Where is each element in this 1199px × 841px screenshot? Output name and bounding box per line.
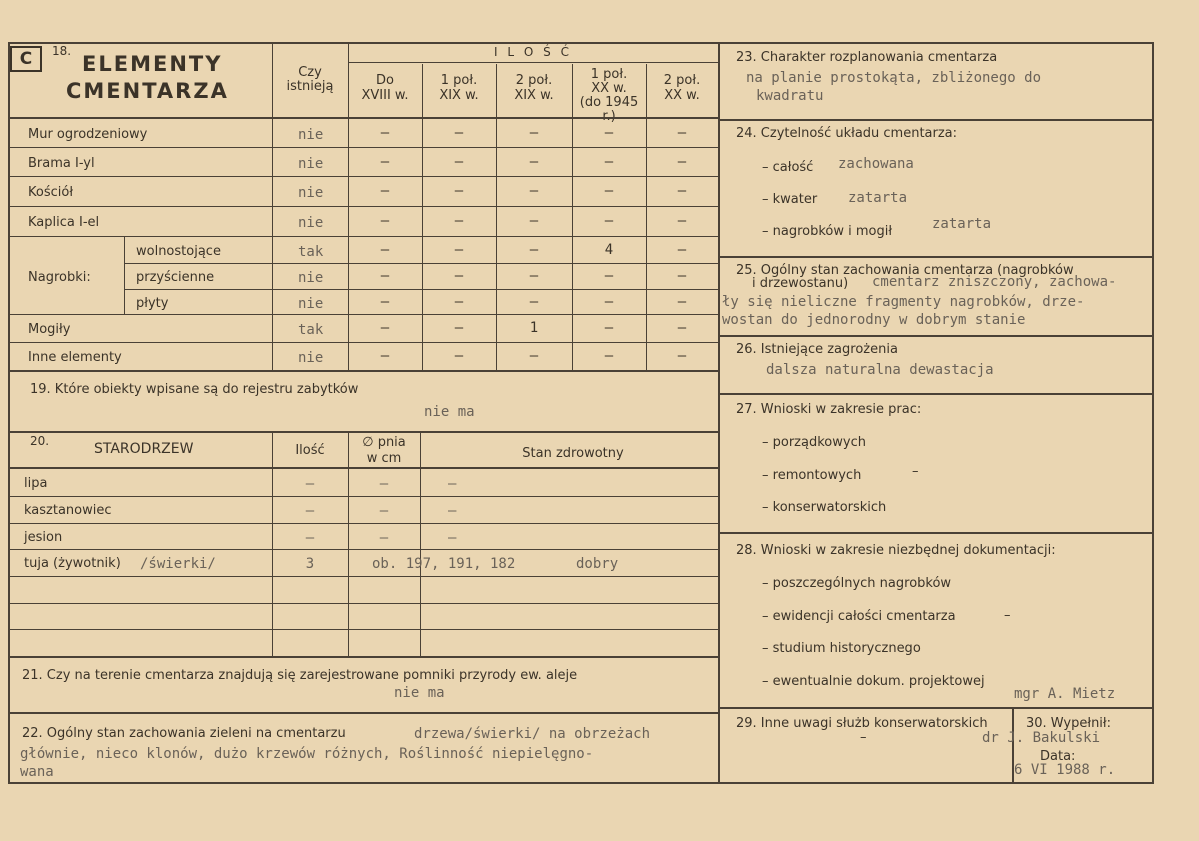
s18-col-header-4-l2: XX w. [664, 88, 700, 103]
s22-value-1: drzewa/świerki/ na obrzeżach [414, 726, 651, 742]
s18-czy-1: Czy [298, 65, 322, 80]
s20-number: 20. [30, 434, 50, 448]
s18-cell: – [454, 348, 464, 364]
s18-cell: – [604, 213, 614, 229]
s18-cell: – [677, 241, 687, 258]
s18-cell: – [604, 293, 614, 310]
s18-cell: – [454, 268, 464, 284]
s18-ilosc-header: I L O Ś Ć [494, 45, 572, 59]
s20-row-ilosc: – [305, 530, 315, 546]
s20-title: STARODRZEW [94, 441, 194, 457]
s28-signature: mgr A. Mietz [1014, 686, 1116, 702]
s23-value-1: na planie prostokąta, zbliżonego do [746, 70, 1042, 86]
s18-cell: – [529, 213, 539, 229]
s28-label: 28. Wnioski w zakresie niezbędnej dokumentacji: [736, 543, 1056, 558]
s19-value: nie ma [424, 404, 475, 420]
s18-cell: – [380, 125, 390, 141]
s24-value-calosc: zachowana [838, 156, 914, 172]
s26-value: dalsza naturalna dewastacja [766, 362, 994, 378]
s18-cell: – [454, 153, 464, 170]
s18-cell: – [380, 213, 390, 229]
s20-stan: Stan zdrowotny [522, 446, 624, 461]
s20-row-ilosc: 3 [305, 556, 315, 572]
s18-row-value: nie [298, 350, 324, 366]
s18-row-label: wolnostojące [136, 243, 221, 259]
s18-cell: – [529, 268, 539, 284]
s26-label: 26. Istniejące zagrożenia [736, 342, 898, 357]
s18-cell: – [454, 241, 464, 258]
s23-label: 23. Charakter rozplanowania cmentarza [736, 50, 998, 65]
s24-label: 24. Czytelność układu cmentarza: [736, 126, 958, 141]
s18-row-label: Brama I-yl [28, 155, 95, 171]
s27-remont-value: – [912, 464, 919, 479]
s30-label: 30. Wypełnił: [1026, 716, 1111, 731]
s20-row-pien: – [379, 476, 389, 492]
s24-value-kwater: zatarta [848, 190, 908, 206]
s18-row-label: Kaplica I-el [28, 215, 100, 230]
s30-date: 6 VI 1988 r. [1014, 762, 1116, 778]
s18-number: 18. [52, 44, 72, 58]
s18-cell: – [677, 213, 687, 229]
s18-cell: – [677, 268, 687, 284]
s24-value-nagrobki: zatarta [932, 216, 992, 232]
s25-label-2: i drzewostanu) [752, 276, 849, 291]
s28-ewid-value: – [1004, 608, 1011, 623]
s18-cell: – [529, 183, 539, 199]
s18-title-1: ELEMENTY [82, 52, 223, 76]
s18-cell: – [529, 348, 539, 364]
s22-value-2: głównie, nieco klonów, dużo krzewów różnych, Roślinność niepielęgno- [20, 746, 594, 762]
s18-col-header-4-l1: 2 poł. [663, 73, 701, 88]
s18-cell: – [604, 153, 614, 170]
s18-col-header-1-l1: 1 poł. [440, 73, 478, 88]
s20-row-extra: /świerki/ [140, 556, 216, 572]
s18-cell: – [529, 153, 539, 170]
s20-row-label: lipa [24, 476, 48, 491]
s21-value: nie ma [394, 685, 445, 701]
frame-left [8, 42, 10, 784]
s18-czy-2: istnieją [286, 79, 334, 94]
s18-cell: – [380, 241, 390, 258]
s21-label: 21. Czy na terenie cmentarza znajdują się zarejestrowane pomniki przyrody ew. aleje [22, 668, 578, 683]
s27-item-porzadkowych: – porządkowych [762, 435, 866, 450]
s18-col-header-3-l3: (do 1945 [579, 95, 639, 110]
s18-cell: – [604, 183, 614, 199]
section-letter: C [10, 46, 42, 72]
s18-row-label: Mur ogrodzeniowy [28, 127, 148, 142]
s18-cell: – [604, 125, 614, 141]
s18-cell: – [454, 213, 464, 229]
s18-row-value: nie [298, 185, 324, 201]
s25-value-0: cmentarz zniszczony, zachowa- [872, 274, 1117, 290]
s24-item-nagrobki: – nagrobków i mogił [762, 224, 893, 239]
s18-cell: – [677, 320, 687, 336]
s19-label: 19. Które obiekty wpisane są do rejestru zabytków [30, 382, 359, 397]
s20-row-pien: – [379, 503, 389, 519]
s18-col-header-0-l1: Do [376, 73, 394, 88]
s18-cell: – [677, 153, 687, 170]
s30-name: dr J. Bakulski [982, 730, 1101, 746]
s24-item-calosc: – całość [762, 160, 814, 175]
s18-cell: – [380, 183, 390, 199]
frame-top [8, 42, 1154, 44]
s18-col-header-1-l2: XIX w. [439, 88, 479, 103]
s18-cell: – [454, 293, 464, 310]
s25-value-1: ły się nieliczne fragmenty nagrobków, drze- [722, 294, 1085, 310]
s30-date-label: Data: [1040, 749, 1076, 764]
s20-row-label: jesion [24, 530, 63, 545]
s18-row-value: tak [298, 322, 324, 338]
s18-row-value: nie [298, 295, 324, 312]
s18-row-value: nie [298, 215, 324, 231]
s18-col-header-3-l1: 1 poł. [590, 67, 628, 82]
s18-cell: – [380, 268, 390, 284]
s29-label: 29. Inne uwagi służb konserwatorskich [736, 716, 988, 731]
s18-row-value: nie [298, 155, 324, 172]
s25-label-1: 25. Ogólny stan zachowania cmentarza (nagrobków [736, 263, 1074, 278]
s18-cell: – [604, 348, 614, 364]
s18-cell: – [454, 125, 464, 141]
s18-row-label: przyścienne [136, 270, 215, 285]
s18-cell: 4 [604, 241, 614, 258]
s20-row-label: kasztanowiec [24, 503, 112, 518]
s20-pien-1: ∅ pnia [362, 435, 406, 450]
s28-item-dokum: – ewentualnie dokum. projektowej [762, 674, 985, 689]
s20-row-stan: – [448, 476, 457, 492]
frame-bottom [8, 782, 1154, 784]
s20-ilosc: Ilość [295, 443, 325, 458]
s18-cell: 1 [529, 320, 539, 336]
s23-value-2: kwadratu [756, 88, 824, 104]
s18-row-label: Kościół [28, 185, 74, 200]
column-divider [718, 42, 720, 784]
s18-col-header-2-l2: XIX w. [514, 88, 554, 103]
s27-label: 27. Wnioski w zakresie prac: [736, 402, 922, 417]
s18-cell: – [380, 153, 390, 170]
s18-row-value: nie [298, 270, 324, 286]
s18-cell: – [380, 320, 390, 336]
s20-row-pien: ob. 197, 191, 182 [372, 556, 516, 572]
s22-value-3: wana [20, 764, 54, 778]
s18-row-value: nie [298, 127, 324, 143]
s20-row-stan: – [448, 530, 457, 546]
s18-title-2: CMENTARZA [66, 79, 229, 103]
s20-row-stan: dobry [576, 556, 619, 572]
s18-cell: – [604, 320, 614, 336]
s18-row-value: tak [298, 243, 324, 260]
s24-item-kwater: – kwater [762, 192, 818, 207]
s27-item-remontowych: – remontowych [762, 468, 862, 483]
s20-row-ilosc: – [305, 476, 315, 492]
frame-right [1152, 42, 1154, 784]
s18-cell: – [529, 241, 539, 258]
s28-item-nagrobkow: – poszczególnych nagrobków [762, 576, 952, 591]
s18-cell: – [529, 293, 539, 310]
nagrobki-label: Nagrobki: [28, 270, 91, 285]
s18-col-header-3-l2: XX w. [591, 81, 627, 96]
s18-cell: – [677, 293, 687, 310]
s18-col-header-0-l2: XVIII w. [361, 88, 409, 103]
s18-cell: – [380, 348, 390, 364]
s27-item-konserwatorskich: – konserwatorskich [762, 500, 887, 515]
s18-row-label: Inne elementy [28, 350, 122, 365]
s18-cell: – [677, 125, 687, 141]
s28-item-studium: – studium historycznego [762, 641, 921, 656]
s20-row-pien: – [379, 530, 389, 546]
s18-cell: – [677, 183, 687, 199]
s18-row-label: Mogiły [28, 322, 71, 337]
s18-cell: – [454, 320, 464, 336]
s18-col-header-2-l1: 2 poł. [515, 73, 553, 88]
s18-cell: – [604, 268, 614, 284]
s25-value-2: wostan do jednorodny w dobrym stanie [722, 312, 1026, 328]
s18-cell: – [380, 293, 390, 310]
s22-label: 22. Ogólny stan zachowania zieleni na cmentarzu [22, 726, 346, 741]
s20-row-stan: – [448, 503, 457, 519]
s29-value: – [860, 730, 867, 745]
s20-row-ilosc: – [305, 503, 315, 519]
s28-item-ewidencji: – ewidencji całości cmentarza [762, 609, 956, 624]
s20-pien-2: w cm [366, 451, 402, 466]
s20-row-label: tuja (żywotnik) [24, 556, 121, 571]
s18-cell: – [677, 348, 687, 364]
s18-row-label: płyty [136, 295, 169, 311]
s18-cell: – [454, 183, 464, 199]
s18-cell: – [529, 125, 539, 141]
